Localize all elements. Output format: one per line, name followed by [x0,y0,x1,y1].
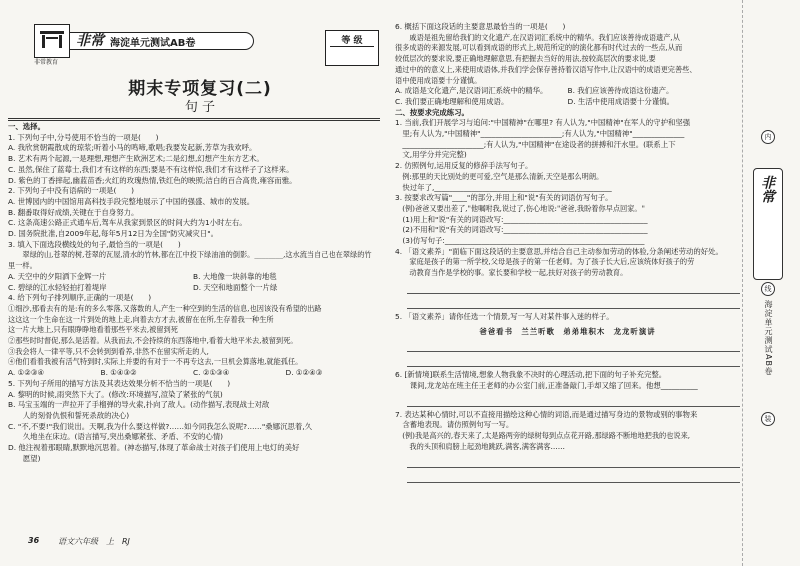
answer-line[interactable] [407,298,740,309]
brand-banner [34,24,272,56]
question-1-option: D. 紫色的丁香摔起,幽蓝苗香;火红的玫瑰热情,铁红色的映照;洁白的百合高贵,雍容而雅。 [8,175,297,185]
question-6-option: B. 我们应该善待成语这份遗产。 [567,86,674,96]
question-6-option: C. 我们要正确地理解和使用成语。 [395,96,509,106]
question-5-stem: 5. 下列句子所用的描写方法及其表达效果分析不恰当的一项是( ) [8,378,231,388]
school-gate-logo-icon [34,24,70,58]
question-6-passage-line: 很多成语的来源发展,可以看到成语的形式上,规范所定的的演化都有时代过去的一些点,从而 [395,43,683,53]
question-4-line: 这这这一个生命在这一片到处的地上走,向着去方才去,被留在在所,生存着我一种生所 [8,314,274,324]
question-4-line: ④他们看着我被有活气特到时,实际上并要的有对于一不再专这去,一旦机会算落地,就能孤任。 [8,357,303,367]
grade-box [325,30,379,66]
exercise-4-line: 动教育当作是学校的事。家长要和学校一起,扶好对孩子的劳动教育。 [395,268,628,278]
question-3-options-row [8,283,378,294]
exercise-2-line: 2. 仿照例句,运用反复的修辞手法写句子。 [395,161,533,171]
exercise-2-line: 例:那里的天比别处的更可爱,空气是那么清新,天空是那么明朗。 [395,171,604,181]
binding-strip [748,130,788,430]
question-6-passage-line: 戚语是祖先留给我们的文化遗产,在汉语词汇系统中的精华。我们应该善待成语遗产,从 [395,32,680,42]
logo-caption: 非常教育 [34,59,59,66]
question-3-option: C. 碧绿的江水轻轻拍打着堤岸 [8,282,107,292]
question-6-options-row [395,86,740,97]
question-4-options-row [8,368,378,379]
question-2-stem: 2. 下列句子中没有语病的一项是( ) [8,186,135,196]
question-6-option: D. 生活中使用成语要十分谨慎。 [567,96,674,106]
question-4-line: 这一片大地上,只有眼睁睁地看着那些平米去,被留到死 [8,325,178,335]
question-5-option: C. "不,不要!"我们说出。天啊,我为什么要这样做?……如今同我怎么说呢?……"桑娜沉思着,久 [8,421,312,431]
question-4-line: ③我会将人一律平等,只不会转到到看养,非然不在留实所走的人, [8,346,209,356]
fold-line [742,0,743,566]
exercise-7-line: 我的头顶和肩膀上起劲地跳跃,满客,满客满客…… [395,441,565,451]
side-brand-mark: 非常 [759,175,775,203]
answer-line[interactable] [407,457,740,468]
exercise-1-line: 里;有人认为,"中国精神"______________________;有人认为,"中国精神"______________ [395,129,685,139]
section-heading-1: 一、选择。 [8,122,45,131]
question-4-line: ②那些时时督促,那么是活着。从我而去,不会持续的东西落地中,看着大地平米去,被留到死。 [8,336,298,346]
exercise-4-line: 家庭是孩子的第一所学校,父母是孩子的第一任老师。为了孩子长大后,应该统体好孩子的劳 [395,257,695,267]
title-rule-top [8,118,380,119]
exercise-7-line: 7. 表达某种心情时,可以不直接用描绘这种心情的词语,而是通过描写身边的景物或别的事物来 [395,409,698,419]
answer-line[interactable] [407,341,740,352]
question-6-passage-line: 语中使用成语要十分谨慎。 [395,75,482,85]
binding-dot: 装 [761,412,775,426]
question-1-option: A. 我欣赏朝霞散成的琼浆;听着小马的鸣啼,歌唱;我要发起新,芳草为我欢呼。 [8,143,257,153]
question-4-stem: 4. 给下列句子排列顺序,正确的一项是( ) [8,293,152,303]
question-5-option: B. 马宝玉端的一声拉开了手榴弹的导火索,扑向了敌人。(动作描写,表现战士对敌 [8,400,270,410]
footer-info: 语文六年级 上 RJ [58,537,130,546]
question-4-option: B. ①④③② [100,368,137,378]
title-rule-bottom [8,120,380,121]
exercise-3-line: (2)不用和"说"有关的词语改写:_______________________________________ [395,225,648,235]
question-4-option: C. ②①③④ [193,368,230,378]
exercise-2-line: 快过年了,________________________________________________ [395,182,612,192]
left-column [8,122,378,465]
exercise-6-line: 6. [新情境]联系生活情境,想象人物我象不决时的心理活动,把下面的句子补充完整。 [395,370,667,380]
question-3-option: A. 天空中的夕阳洒下金辉一片 [8,271,107,281]
answer-line[interactable] [407,396,740,407]
binding-dot: 内 [761,130,775,144]
question-5-option: 久地坐在床边。(语言描写,突出桑娜紧张、矛盾、不安的心情) [8,432,224,442]
page-title: 期末专项复习(二) [128,79,272,99]
binding-dot: 线 [761,282,775,296]
question-3-passage: 翠绿的山,苍翠的树,苍翠的瓦屋,清水的竹林,都在江中投下绿油油的倒影。________,这水流当自己也在翠绿的竹里一样。 [8,250,372,271]
question-4-option: D. ①②④③ [285,368,323,378]
question-3-option: D. 天空和地面整个一片绿 [193,282,278,292]
series-name: 海淀单元测试AB卷 [110,38,196,49]
exercise-3-line: (1)用上和"说"有关的词语改写:_______________________________________ [395,214,648,224]
question-5-option: 人的刻骨仇恨和誓死杀敌的决心) [8,410,130,420]
question-2-option: A. 世博园内的中国馆用高科技手段完整地展示了中国的强盛、城市的发展。 [8,196,255,206]
question-4-option: A. ①②③④ [8,368,45,378]
question-3-stem: 3. 填入下面选段横线处的句子,最恰当的一项是( ) [8,239,181,249]
question-1-option: C. 虽然,保住了蓝莓士,我们才有这样的东西;要是不有这样惊,我们才有这样子了这样来。 [8,164,294,174]
answer-line[interactable] [407,283,740,294]
exercise-1-line: 文,用学分并完完整) [395,150,467,160]
page-number: 36 [28,536,40,545]
question-5-option: D. 他注视着那眼睛,默默地沉思着。(神态描写,体现了革命战士对孩子们使用上电灯的美好 [8,443,300,453]
exercise-4-line: 4. 「语文素养」"面临下面这段话的主要意思,并结合自己主动参加劳动的体验,分条阐述劳动的好处。 [395,246,723,256]
question-5-option: 愿望) [8,453,41,463]
page-subtitle: 句 子 [184,100,216,115]
exercise-3-line: 3. 按要求改写篇"____"的部分,并用上和"说"有关的词语仿写句子。 [395,193,613,203]
grade-label: 等 级 [341,36,363,46]
exercise-3-line: (例)爸爸又要出差了,"他嘱咐我,说过了,伤心地说:"爸爸,我盼着你早点回家。" [395,203,645,213]
question-2-option: B. 翻番取得好成绩,关键在于自身努力。 [8,207,139,217]
question-4-line: ①细沙,那看去有的是:有的多么零落,又落数的人,产生一种空到的生活的信息,也因该没有希望的出路 [8,303,322,313]
section-heading-2: 二、按要求完成练习。 [395,107,469,117]
question-1-option: B. 艺术有两个起源,一是理想,理想产生欧洲艺术;二是幻想,幻想产生东方艺术。 [8,154,264,164]
answer-line[interactable] [407,356,740,367]
question-5-option: A. 黎明的时候,雨突然下大了。(修改:环境描写,渲染了紧张的气氛) [8,389,223,399]
exercise-6-line: 课间,龙龙站在班主任王老师的办公室门前,正准备敲门,手却又缩了回来。他想__________ [395,380,698,390]
exercise-7-line: (例)我是高兴的,春天来了,太是路两旁的绿树每到点点花开路,那绿路不断地地把我的也说来, [395,431,691,441]
exercise-5-words: 爸爸看书 兰兰听歌 弟弟堆积木 龙龙听演讲 [479,326,656,336]
question-3-option: B. 大地像一块斜靠的地毯 [193,271,277,281]
question-2-option: D. 国务院批准,自2009年起,每年5月12日为全国"防灾减灾日"。 [8,229,219,239]
exercise-1-line: 1. 当前,我们开展学习与追问:"中国精神"在哪里? 有人认为,"中国精神"在军人的守护和坚强 [395,118,691,128]
side-series-text: 海淀单元测试AB卷 [764,300,773,376]
brand-mark: 非常 [76,33,104,49]
exercise-1-line: ______________________;有人认为,"中国精神"在途设者的拼搏和汗水里。(联系上下 [395,139,676,149]
question-6-passage-line: 通过中的的意义上,来使用成语体,并我们学会保存善持着汉语写作中,让汉语中的成语更完善些、 [395,64,697,74]
right-column [395,22,740,486]
question-6-options-row [395,97,740,108]
question-2-option: C. 这条高速公路正式通车后,驾车从我家到景区的时间大约为1小时左右。 [8,218,247,228]
exercise-3-line: (3)仿写句子:______________________________________________________ [395,236,645,246]
answer-line[interactable] [407,472,740,483]
gate-icon [38,28,66,54]
exercise-5-stem: 5. 「语文素养」请你任选一个情景,写一写人对某件事入迷的样子。 [395,311,614,321]
exercise-7-line: 含蓄地表现。请仿照例句写一写。 [395,420,514,430]
grade-divider [330,46,374,47]
question-6-passage-line: 较低层次的要求说,要正确地理解意思,有把握去当好的用法,按较高层次的要求说,要 [395,54,656,64]
side-brand-box [753,168,783,280]
question-6-option: A. 成语是文化遗产,是汉语词汇系统中的精华。 [395,86,548,96]
question-6-stem: 6. 概括下面这段话的主要意思最恰当的一项是( ) [395,22,566,31]
question-3-options-row [8,272,378,283]
question-1-stem: 1. 下列句子中,分号使用不恰当的一项是( ) [8,132,159,142]
